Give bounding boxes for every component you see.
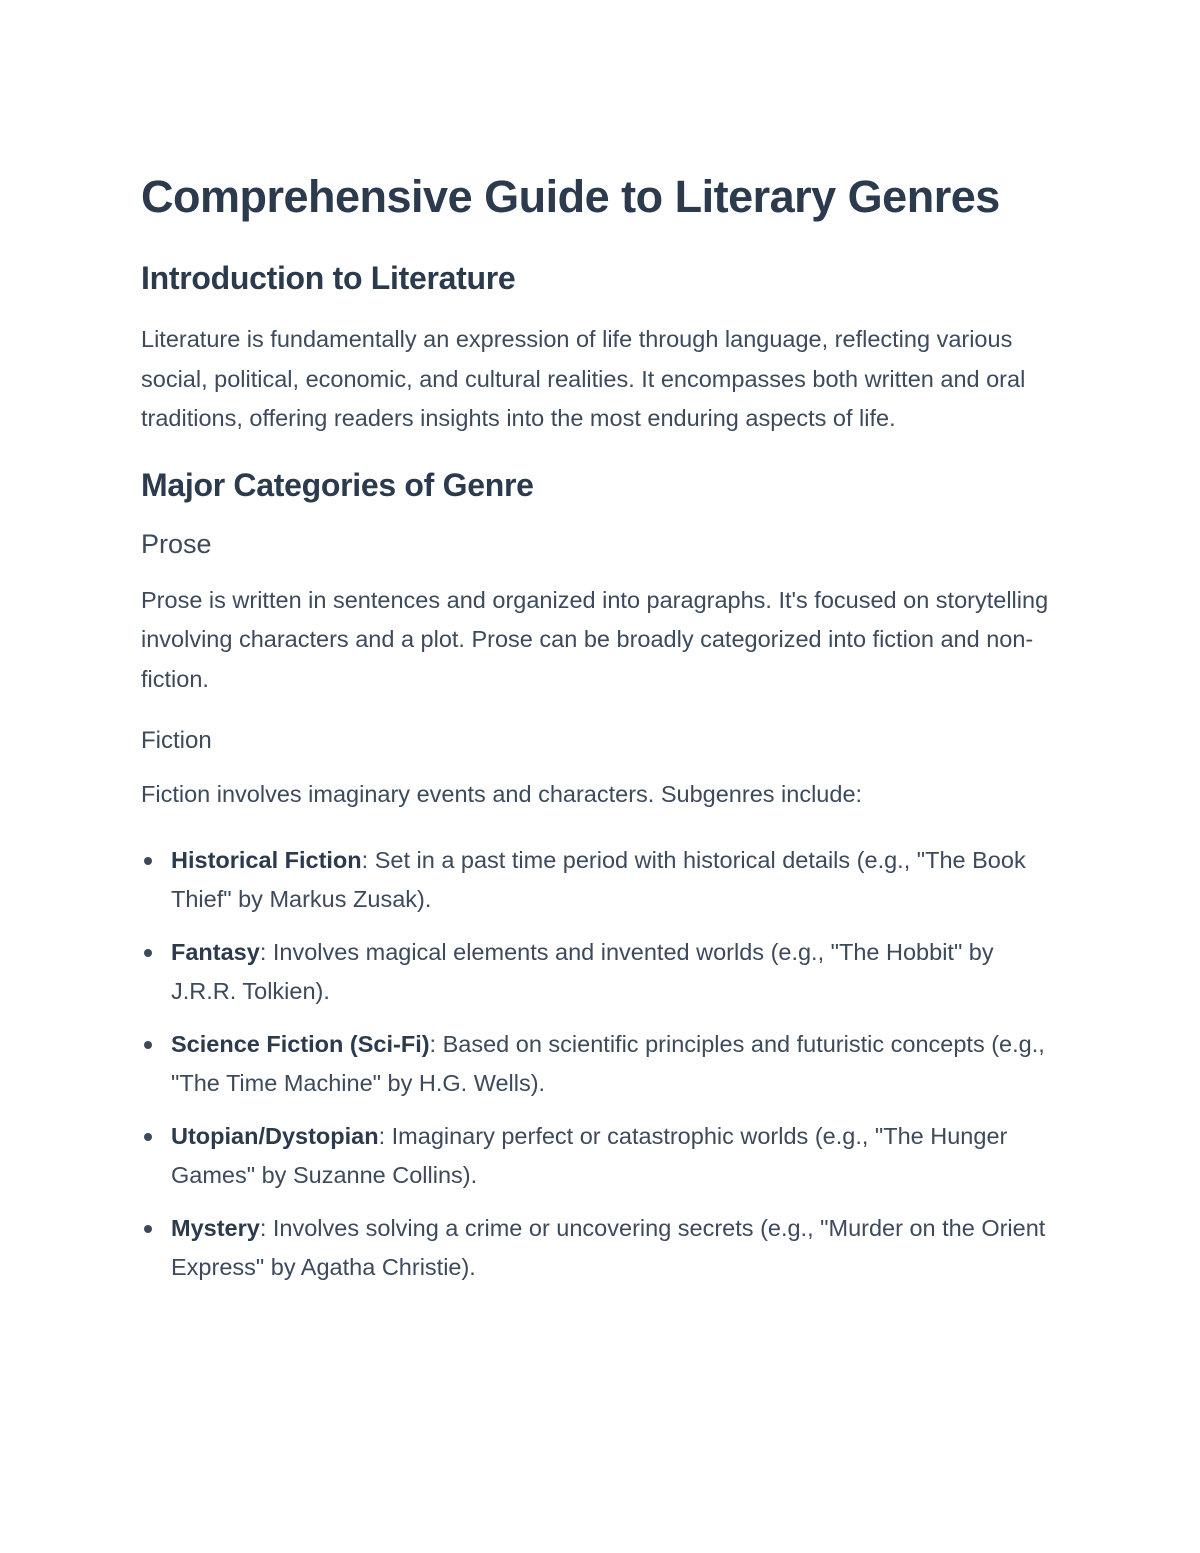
subgenre-list xyxy=(141,841,1061,1288)
subsection-heading-prose: Prose xyxy=(141,528,212,559)
document-page xyxy=(141,166,1061,1301)
subgenre-description: : Based on scientific principles and futuristic concepts (e.g., "The Time Machine" by H.G. Wells). xyxy=(171,1030,1045,1096)
subgenre-term: Fantasy xyxy=(171,938,260,965)
subgenre-description: : Involves magical elements and invented worlds (e.g., "The Hobbit" by J.R.R. Tolkien). xyxy=(171,938,994,1004)
subgenre-term: Mystery xyxy=(171,1214,260,1241)
fiction-paragraph: Fiction involves imaginary events and characters. Subgenres include: xyxy=(141,781,863,807)
subgenre-description: : Involves solving a crime or uncovering secrets (e.g., "Murder on the Orient Express" by Agatha Christie). xyxy=(171,1214,1046,1280)
list-item xyxy=(141,1209,1061,1288)
bullet-icon xyxy=(144,857,152,865)
bullet-icon xyxy=(144,1133,152,1141)
document-title: Comprehensive Guide to Literary Genres xyxy=(141,171,1000,222)
subgenre-term: Utopian/Dystopian xyxy=(171,1122,379,1149)
bullet-icon xyxy=(144,1225,152,1233)
bullet-icon xyxy=(144,1041,152,1049)
subgenre-term: Historical Fiction xyxy=(171,846,362,873)
subgenre-term: Science Fiction (Sci-Fi) xyxy=(171,1030,430,1057)
section-heading-major-categories: Major Categories of Genre xyxy=(141,466,534,503)
list-item xyxy=(141,933,1061,1012)
section-heading-introduction: Introduction to Literature xyxy=(141,260,516,296)
list-item xyxy=(141,1117,1061,1196)
list-item xyxy=(141,1025,1061,1104)
intro-paragraph: Literature is fundamentally an expression of life through language, reflecting various social, political, economic, and cultural realities. It encompasses both written and oral traditions, offering readers insights into the most enduring aspects of life. xyxy=(141,326,1026,431)
prose-paragraph: Prose is written in sentences and organized into paragraphs. It's focused on storytelling involving characters and a plot. Prose can be broadly categorized into fiction and non-fiction. xyxy=(141,586,1049,692)
subgenre-description: : Imaginary perfect or catastrophic worlds (e.g., "The Hunger Games" by Suzanne Collins). xyxy=(171,1122,1008,1188)
subgenre-description: : Set in a past time period with historical details (e.g., "The Book Thief" by Markus Zusak). xyxy=(171,846,1026,912)
list-item xyxy=(141,841,1061,920)
subsection-heading-fiction: Fiction xyxy=(141,727,212,754)
bullet-icon xyxy=(144,949,152,957)
